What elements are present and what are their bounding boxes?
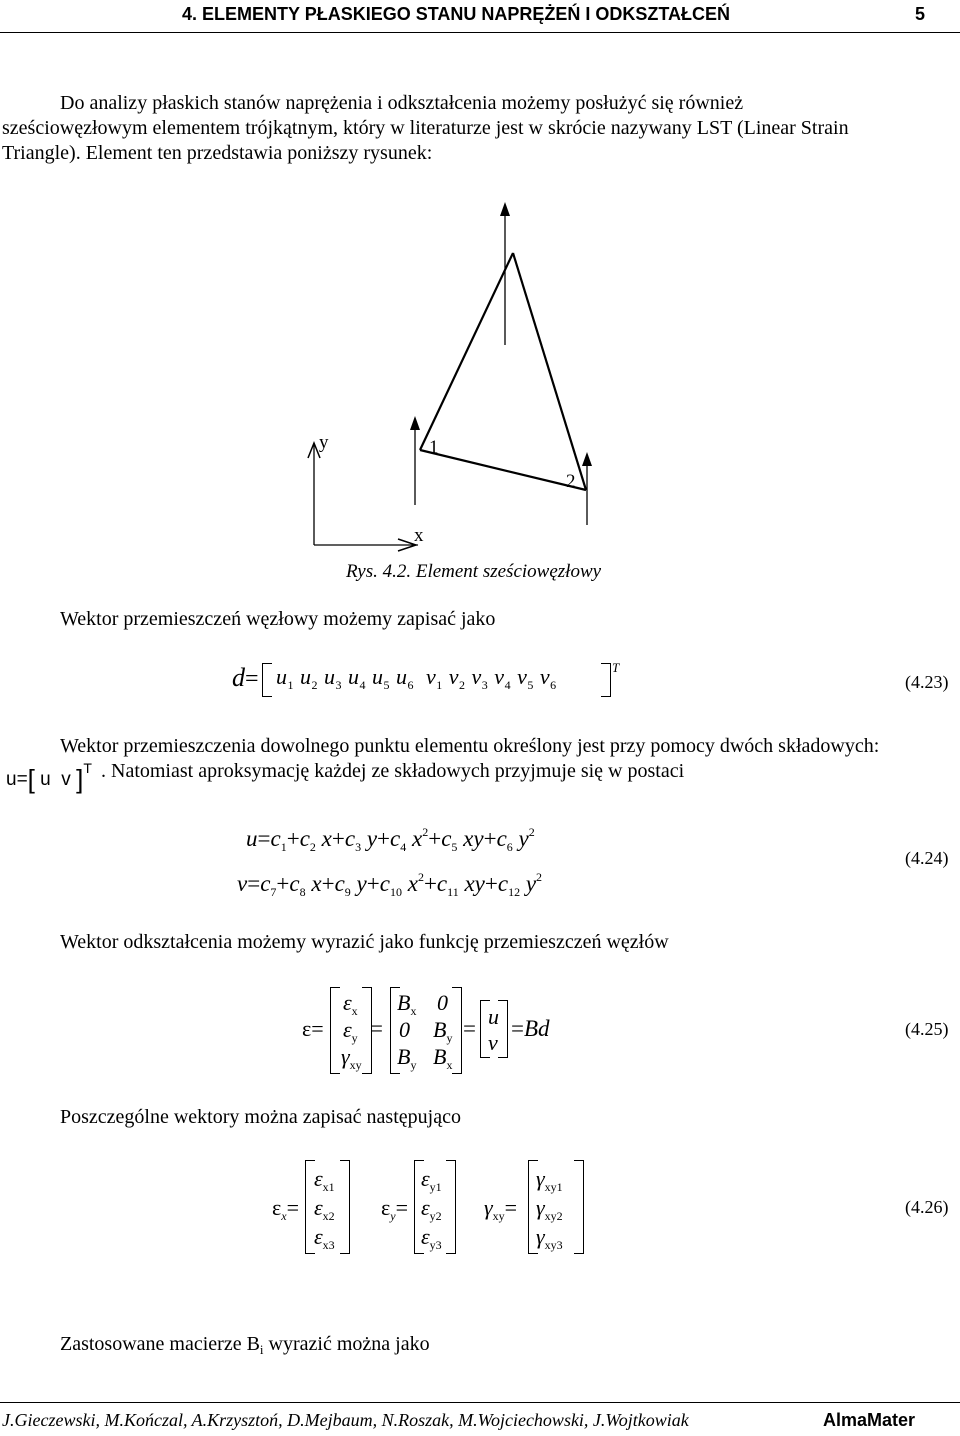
eq-4-23-body: $u_1$ $u_2$ $u_3$ $u_4$ $u_5$ $u_6$ $v_1$ $v_2$ $v_3$ $v_4$ $v_5$ $v_6$ bbox=[276, 664, 557, 692]
text-matrices bbox=[60, 1332, 430, 1362]
vector-cell: $\gamma_{xy2}$ bbox=[536, 1195, 563, 1223]
matrix-cell: $B_x$ bbox=[397, 990, 417, 1018]
bracket-left bbox=[262, 663, 272, 697]
matrix-cell: $\varepsilon_y$ bbox=[343, 1017, 358, 1045]
lst-element-figure bbox=[290, 195, 650, 555]
text-nodal-vector: Wektor przemieszczeń węzłowy możemy zapisać jako bbox=[60, 608, 496, 630]
vector-cell: $\varepsilon_{x1}$ bbox=[314, 1166, 335, 1194]
node-1-label: 1 bbox=[429, 437, 439, 458]
intro-line-1: Do analizy płaskich stanów naprężenia i odkształcenia możemy posłużyć się również bbox=[60, 92, 744, 114]
page-number: 5 bbox=[915, 4, 926, 24]
eps-x-lhs: $\varepsilon_x=$ bbox=[272, 1195, 299, 1223]
vector-cell: $\varepsilon_{x3}$ bbox=[314, 1224, 335, 1252]
bracket-right bbox=[446, 1160, 456, 1254]
bracket-right bbox=[601, 663, 611, 697]
coordinate-axes bbox=[308, 443, 418, 551]
equals-sign: = bbox=[370, 1016, 383, 1041]
header-title: 4. ELEMENTY PŁASKIEGO STANU NAPRĘŻEŃ I ODKSZTAŁCEŃ bbox=[182, 4, 731, 24]
text-matrices-sub: i bbox=[259, 1342, 264, 1357]
transpose-sup: T bbox=[612, 660, 620, 675]
eps-y-lhs: $\varepsilon_y=$ bbox=[381, 1195, 408, 1223]
matrix-cell: 0 bbox=[399, 1017, 410, 1042]
vector-cell: $\varepsilon_{y3}$ bbox=[421, 1224, 442, 1252]
vector-cell: $\varepsilon_{y2}$ bbox=[421, 1195, 442, 1223]
element-edge bbox=[513, 253, 586, 490]
equals-sign: = bbox=[463, 1016, 476, 1041]
equation-4-24-line-2: $v=c_7+c_8$ $x+c_9$ $y+c_{10}$ $x^2+c_{11}$ $xy+c_{12}$ $y^2$ bbox=[237, 870, 543, 899]
footer-brand: AlmaMater bbox=[823, 1410, 916, 1430]
matrix-cell: $B_x$ bbox=[433, 1044, 453, 1072]
arrow-icon bbox=[500, 202, 510, 345]
bracket-left bbox=[330, 987, 340, 1074]
equation-4-24-line-1: $u=c_1+c_2$ $x+c_3$ $y+c_4$ $x^2+c_5$ $xy+c_6$ $y^2$ bbox=[246, 825, 535, 854]
bracket-right bbox=[574, 1160, 584, 1254]
intro-line-3: Triangle). Element ten przedstawia poniższy rysunek: bbox=[2, 142, 433, 164]
vector-cell: $\gamma_{xy1}$ bbox=[536, 1166, 563, 1194]
node-2-label: 2 bbox=[566, 471, 576, 492]
matrix-cell: $\gamma_{xy}$ bbox=[341, 1044, 362, 1072]
bracket-right bbox=[340, 1160, 350, 1254]
equation-number: (4.24) bbox=[905, 848, 949, 868]
equation-number: (4.26) bbox=[905, 1197, 949, 1217]
text-matrices-pre: Zastosowane macierze B bbox=[60, 1333, 260, 1355]
vector-cell: $\varepsilon_{x2}$ bbox=[314, 1195, 335, 1223]
eq-bd: =Bd bbox=[511, 1016, 550, 1041]
matrix-cell: 0 bbox=[437, 990, 448, 1015]
text-displacement-line-1: Wektor przemieszczenia dowolnego punktu elementu określony jest przy pomocy dwóch składowych: bbox=[60, 735, 880, 757]
figure-caption: Rys. 4.2. Element sześciowęzłowy bbox=[346, 561, 602, 582]
matrix-cell: u bbox=[488, 1004, 499, 1029]
matrix-cell: $\varepsilon_x$ bbox=[343, 990, 358, 1018]
matrix-cell: $B_y$ bbox=[433, 1017, 453, 1045]
axis-x-label: x bbox=[414, 525, 424, 546]
matrix-cell: v bbox=[488, 1030, 498, 1055]
element-edge bbox=[420, 253, 513, 450]
header-rule bbox=[0, 32, 960, 33]
text-components: Poszczególne wektory można zapisać następująco bbox=[60, 1106, 461, 1128]
text-matrices-post: wyrazić można jako bbox=[263, 1333, 430, 1355]
text-strain: Wektor odkształcenia możemy wyrazić jako funkcję przemieszczeń węzłów bbox=[60, 931, 669, 953]
vector-cell: $\varepsilon_{y1}$ bbox=[421, 1166, 442, 1194]
equation-4-23: d= bbox=[232, 663, 259, 692]
matrix-cell: $B_y$ bbox=[397, 1044, 417, 1072]
vector-cell: $\gamma_{xy3}$ bbox=[536, 1224, 563, 1252]
footer-rule bbox=[0, 1402, 960, 1403]
epsilon-symbol: ε= bbox=[302, 1016, 324, 1041]
footer-authors: J.Gieczewski, M.Kończal, A.Krzysztoń, D.Mejbaum, N.Roszak, M.Wojciechowski, J.Wojtkowiak bbox=[2, 1410, 689, 1430]
bracket-right bbox=[498, 1000, 508, 1058]
equation-number: (4.25) bbox=[905, 1019, 949, 1039]
u-vector: u=[ u v ]$^T$ bbox=[6, 760, 92, 794]
axis-y-label: y bbox=[319, 432, 329, 453]
arrow-icon bbox=[410, 416, 420, 505]
text-displacement-line-2: . Natomiast aproksymację każdej ze składowych przyjmuje się w postaci bbox=[101, 760, 685, 782]
bracket-right bbox=[452, 987, 462, 1074]
equation-number: (4.23) bbox=[905, 672, 949, 692]
gamma-xy-lhs: $\gamma_{xy}=$ bbox=[484, 1195, 518, 1223]
intro-line-2: sześciowęzłowym elementem trójkątnym, który w literaturze jest w skrócie nazywany LST (Linear Strain bbox=[2, 117, 849, 139]
element-edge bbox=[420, 450, 586, 490]
